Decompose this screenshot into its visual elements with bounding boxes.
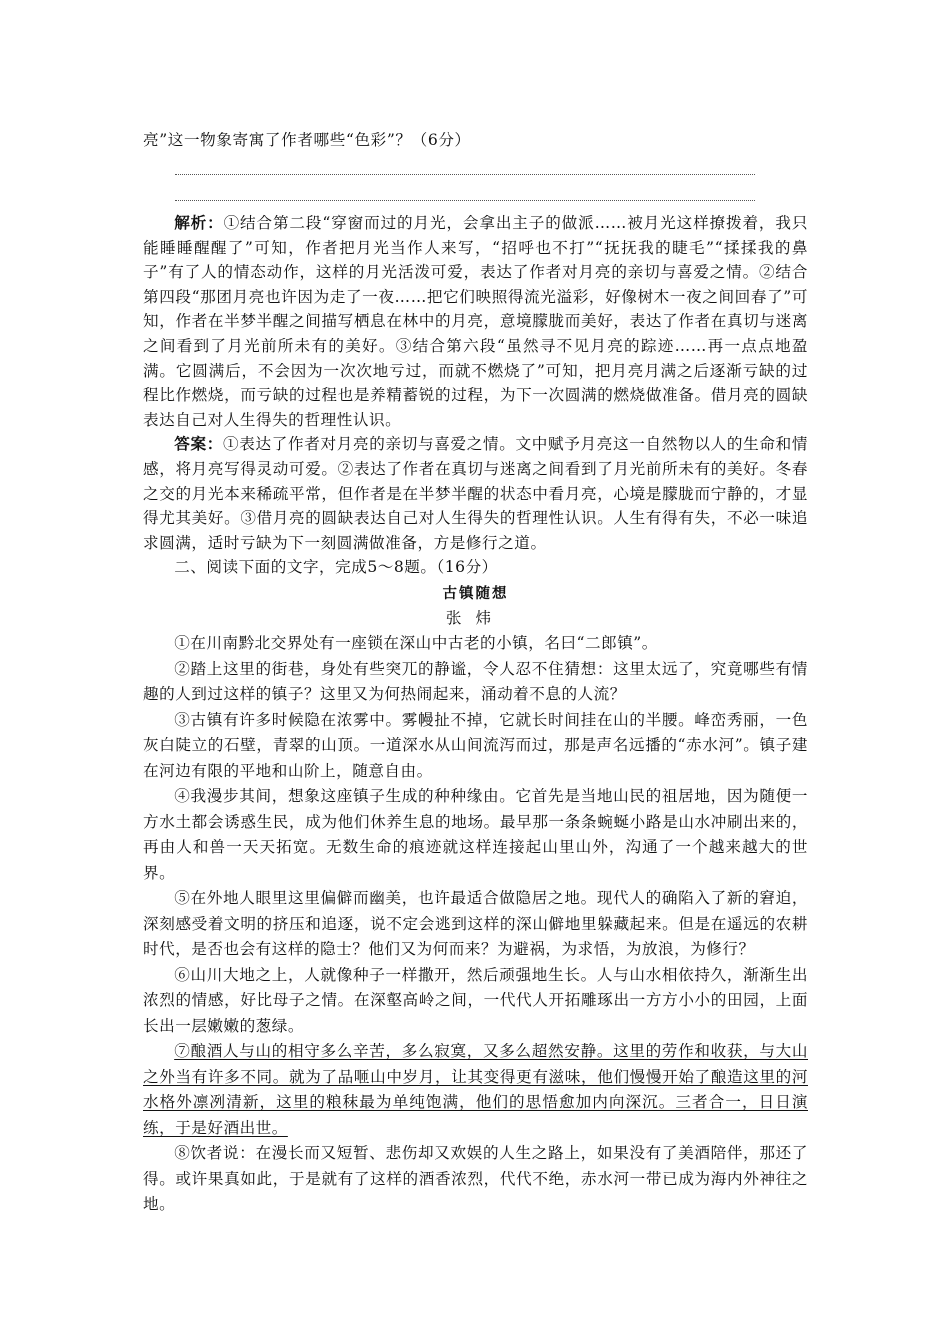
analysis-label: 解析： (174, 213, 224, 232)
answer-section (143, 432, 808, 555)
analysis-section (143, 211, 808, 432)
question-tail: 亮”这一物象寄寓了作者哪些“色彩”？（6分） (143, 131, 471, 149)
answer-paragraph (143, 432, 808, 555)
essay-paragraph-5: ⑤在外地人眼里这里偏僻而幽美，也许最适合做隐居之地。现代人的确陷入了新的窘迫，深刻感受着文明的挤压和追逐，说不定会逃到这样的深山僻地里躲藏起来。但是在遥远的农耕时代，是否也会有这样的隐士？他们又为何而来？为避祸，为求悟，为放浪，为修行？ (143, 889, 808, 959)
section-intro: 二、阅读下面的文字，完成5～8题。（16分） (174, 558, 498, 577)
document-page (143, 126, 808, 1218)
essay-paragraph-8: ⑧饮者说：在漫长而又短暂、悲伤却又欢娱的人生之路上，如果没有了美酒陪伴，那还了得。或许果真如此，于是就有了这样的酒香浓烈，代代不绝，赤水河一带已成为海内外神往之地。 (143, 1144, 808, 1214)
answer-line-2 (175, 200, 755, 201)
essay-paragraph-2: ②踏上这里的街巷，身处有些突兀的静谧，令人忍不住猜想：这里太远了，究竟哪些有情趣的人到过这样的镇子？这里又为何热闹起来，涌动着不息的人流？ (143, 659, 808, 704)
essay-body (143, 631, 808, 1218)
essay-paragraph-3: ③古镇有许多时候隐在浓雾中。雾幔扯不掉，它就长时间挂在山的半腰。峰峦秀丽，一色灰白陡立的石壁，青翠的山顶。一道深水从山间流泻而过，那是声名远播的“赤水河”。镇子建在河边有限的平地和山阶上，随意自由。 (143, 710, 808, 780)
answer-label: 答案： (174, 434, 223, 454)
essay-paragraph-1: ①在川南黔北交界处有一座锁在深山中古老的小镇，名曰“二郎镇”。 (174, 634, 658, 653)
analysis-text: ①结合第二段“穿窗而过的月光，会拿出主子的做派……被月光这样撩拨着，我只能睡睡醒醒了”可知，作者把月光当作人来写，“招呼也不打”“抚抚我的睫毛”“揉揉我的鼻子”有了人的情态动作，这样的月光活泼可爱，表达了作者对月亮的亲切与喜爱之情。②结合第四段“那团月亮也许因为走了一夜……把它们映照得流光溢彩，好像树木一夜之间回春了”可知，作者在半梦半醒之间描写栖息在林中的月亮，意境朦胧而美好，表达了作者在真切与迷离之间看到了月光前所未有的美好。③结合第六段“虽然寻不见月亮的踪迹……再一点点地盈满。它圆满后，不会因为一次次地亏过，而就不燃烧了”可知，把月亮月满之后逐渐亏缺的过程比作燃烧，而亏缺的过程也是养精蓄锐的过程，为下一次圆满的燃烧做准备。借月亮的圆缺表达自己对人生得失的哲理性认识。 (143, 214, 808, 429)
essay-paragraph-4: ④我漫步其间，想象这座镇子生成的种种缘由。它首先是当地山民的祖居地，因为随便一方水土都会诱惑生民，成为他们休养生息的地场。最早那一条条蜿蜒小路是山水冲刷出来的，再由人和兽一天天拓宽。无数生命的痕迹就这样连接起山里山外，沟通了一个越来越大的世界。 (143, 787, 808, 882)
essay-paragraph-7-underlined: ⑦酿酒人与山的相守多么辛苦，多么寂寞，又多么超然安静。这里的劳作和收获，与大山之外当有许多不同。就为了品咂山中岁月，让其变得更有滋味，他们慢慢开始了酿造这里的河水格外凛冽清新，这里的粮秣最为单纯饱满，他们的思悟愈加内向深沉。三者合一，日日演练，于是好酒出世。 (143, 1042, 808, 1137)
essay-title: 古镇随想 (442, 585, 509, 603)
essay-author: 张炜 (445, 609, 506, 628)
answer-text: ①表达了作者对月亮的亲切与喜爱之情。文中赋予月亮这一自然物以人的生命和情感，将月亮写得灵动可爱。②表达了作者在真切与迷离之间看到了月光前所未有的美好。冬春之交的月光本来稀疏平常，但作者是在半梦半醒的状态中看月亮，心境是朦胧而宁静的，才显得尤其美好。③借月亮的圆缺表达自己对人生得失的哲理性认识。人生有得有失，不必一味追求圆满，适时亏缺为下一刻圆满做准备，方是修行之道。 (143, 435, 808, 552)
essay-paragraph-6: ⑥山川大地之上，人就像种子一样撒开，然后顽强地生长。人与山水相依持久，渐渐生出浓烈的情感，好比母子之情。在深壑高岭之间，一代代人开拓雕琢出一方方小小的田园，上面长出一层嫩嫩的葱绿。 (143, 965, 808, 1035)
answer-line-1 (175, 174, 755, 175)
analysis-paragraph (143, 211, 808, 432)
